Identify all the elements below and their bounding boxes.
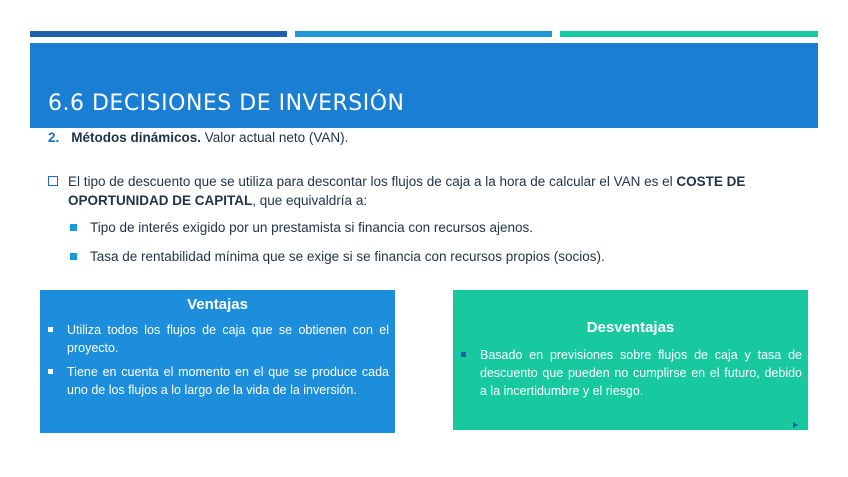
arrow-marker-icon (793, 422, 798, 428)
checkbox-bullet-icon (48, 176, 58, 186)
sub-item-text: Tasa de rentabilidad mínima que se exige si se financia con recursos propios (socios). (90, 249, 605, 264)
paragraph-bold: COSTE DE OPORTUNIDAD DE CAPITAL (68, 174, 746, 208)
paragraph-post: , que equivaldría a: (252, 193, 368, 208)
item-2-line (48, 130, 348, 145)
accent-bar-2 (295, 31, 552, 37)
list-item-text: Basado en previsiones sobre flujos de caja y tasa de descuento que pueden no cumplirse en el futuro, debido a la incertidumbre y el riesgo. (480, 348, 802, 398)
accent-bar-1 (30, 31, 287, 37)
ventajas-list (40, 321, 395, 399)
paragraph-pre: El tipo de descuento que se utiliza para descontar los flujos de caja a la hora de calcular el VAN es el (68, 174, 677, 189)
accent-bar-3 (560, 31, 818, 37)
sub-item-text: Tipo de interés exigido por un prestamista si financia con recursos ajenos. (90, 220, 533, 235)
list-item-text: Tiene en cuenta el momento en el que se produce cada uno de los flujos a lo largo de la vida de la inversión. (67, 365, 389, 397)
discount-paragraph (48, 172, 788, 210)
square-bullet-icon (48, 327, 53, 332)
list-item (453, 346, 808, 400)
sub-item (70, 220, 533, 235)
list-item (40, 321, 395, 357)
desventajas-box (453, 290, 808, 430)
desventajas-title: Desventajas (586, 319, 675, 336)
slide-title: 6.6 DECISIONES DE INVERSIÓN (48, 91, 405, 116)
ventajas-box (40, 290, 395, 433)
sub-item (70, 249, 605, 264)
square-bullet-icon (48, 369, 53, 374)
square-bullet-icon (70, 224, 77, 231)
paragraph-text (68, 172, 788, 210)
desventajas-list (453, 346, 808, 400)
item-2-bold: Métodos dinámicos. (71, 130, 202, 145)
item-2-number: 2. (48, 130, 60, 145)
ventajas-title: Ventajas (187, 296, 248, 313)
list-item-text: Utiliza todos los flujos de caja que se obtienen con el proyecto. (67, 323, 389, 355)
list-item (40, 363, 395, 399)
title-band (30, 43, 818, 128)
square-bullet-icon (70, 253, 77, 260)
square-bullet-icon (461, 352, 466, 357)
item-2-rest: Valor actual neto (VAN). (201, 130, 349, 145)
